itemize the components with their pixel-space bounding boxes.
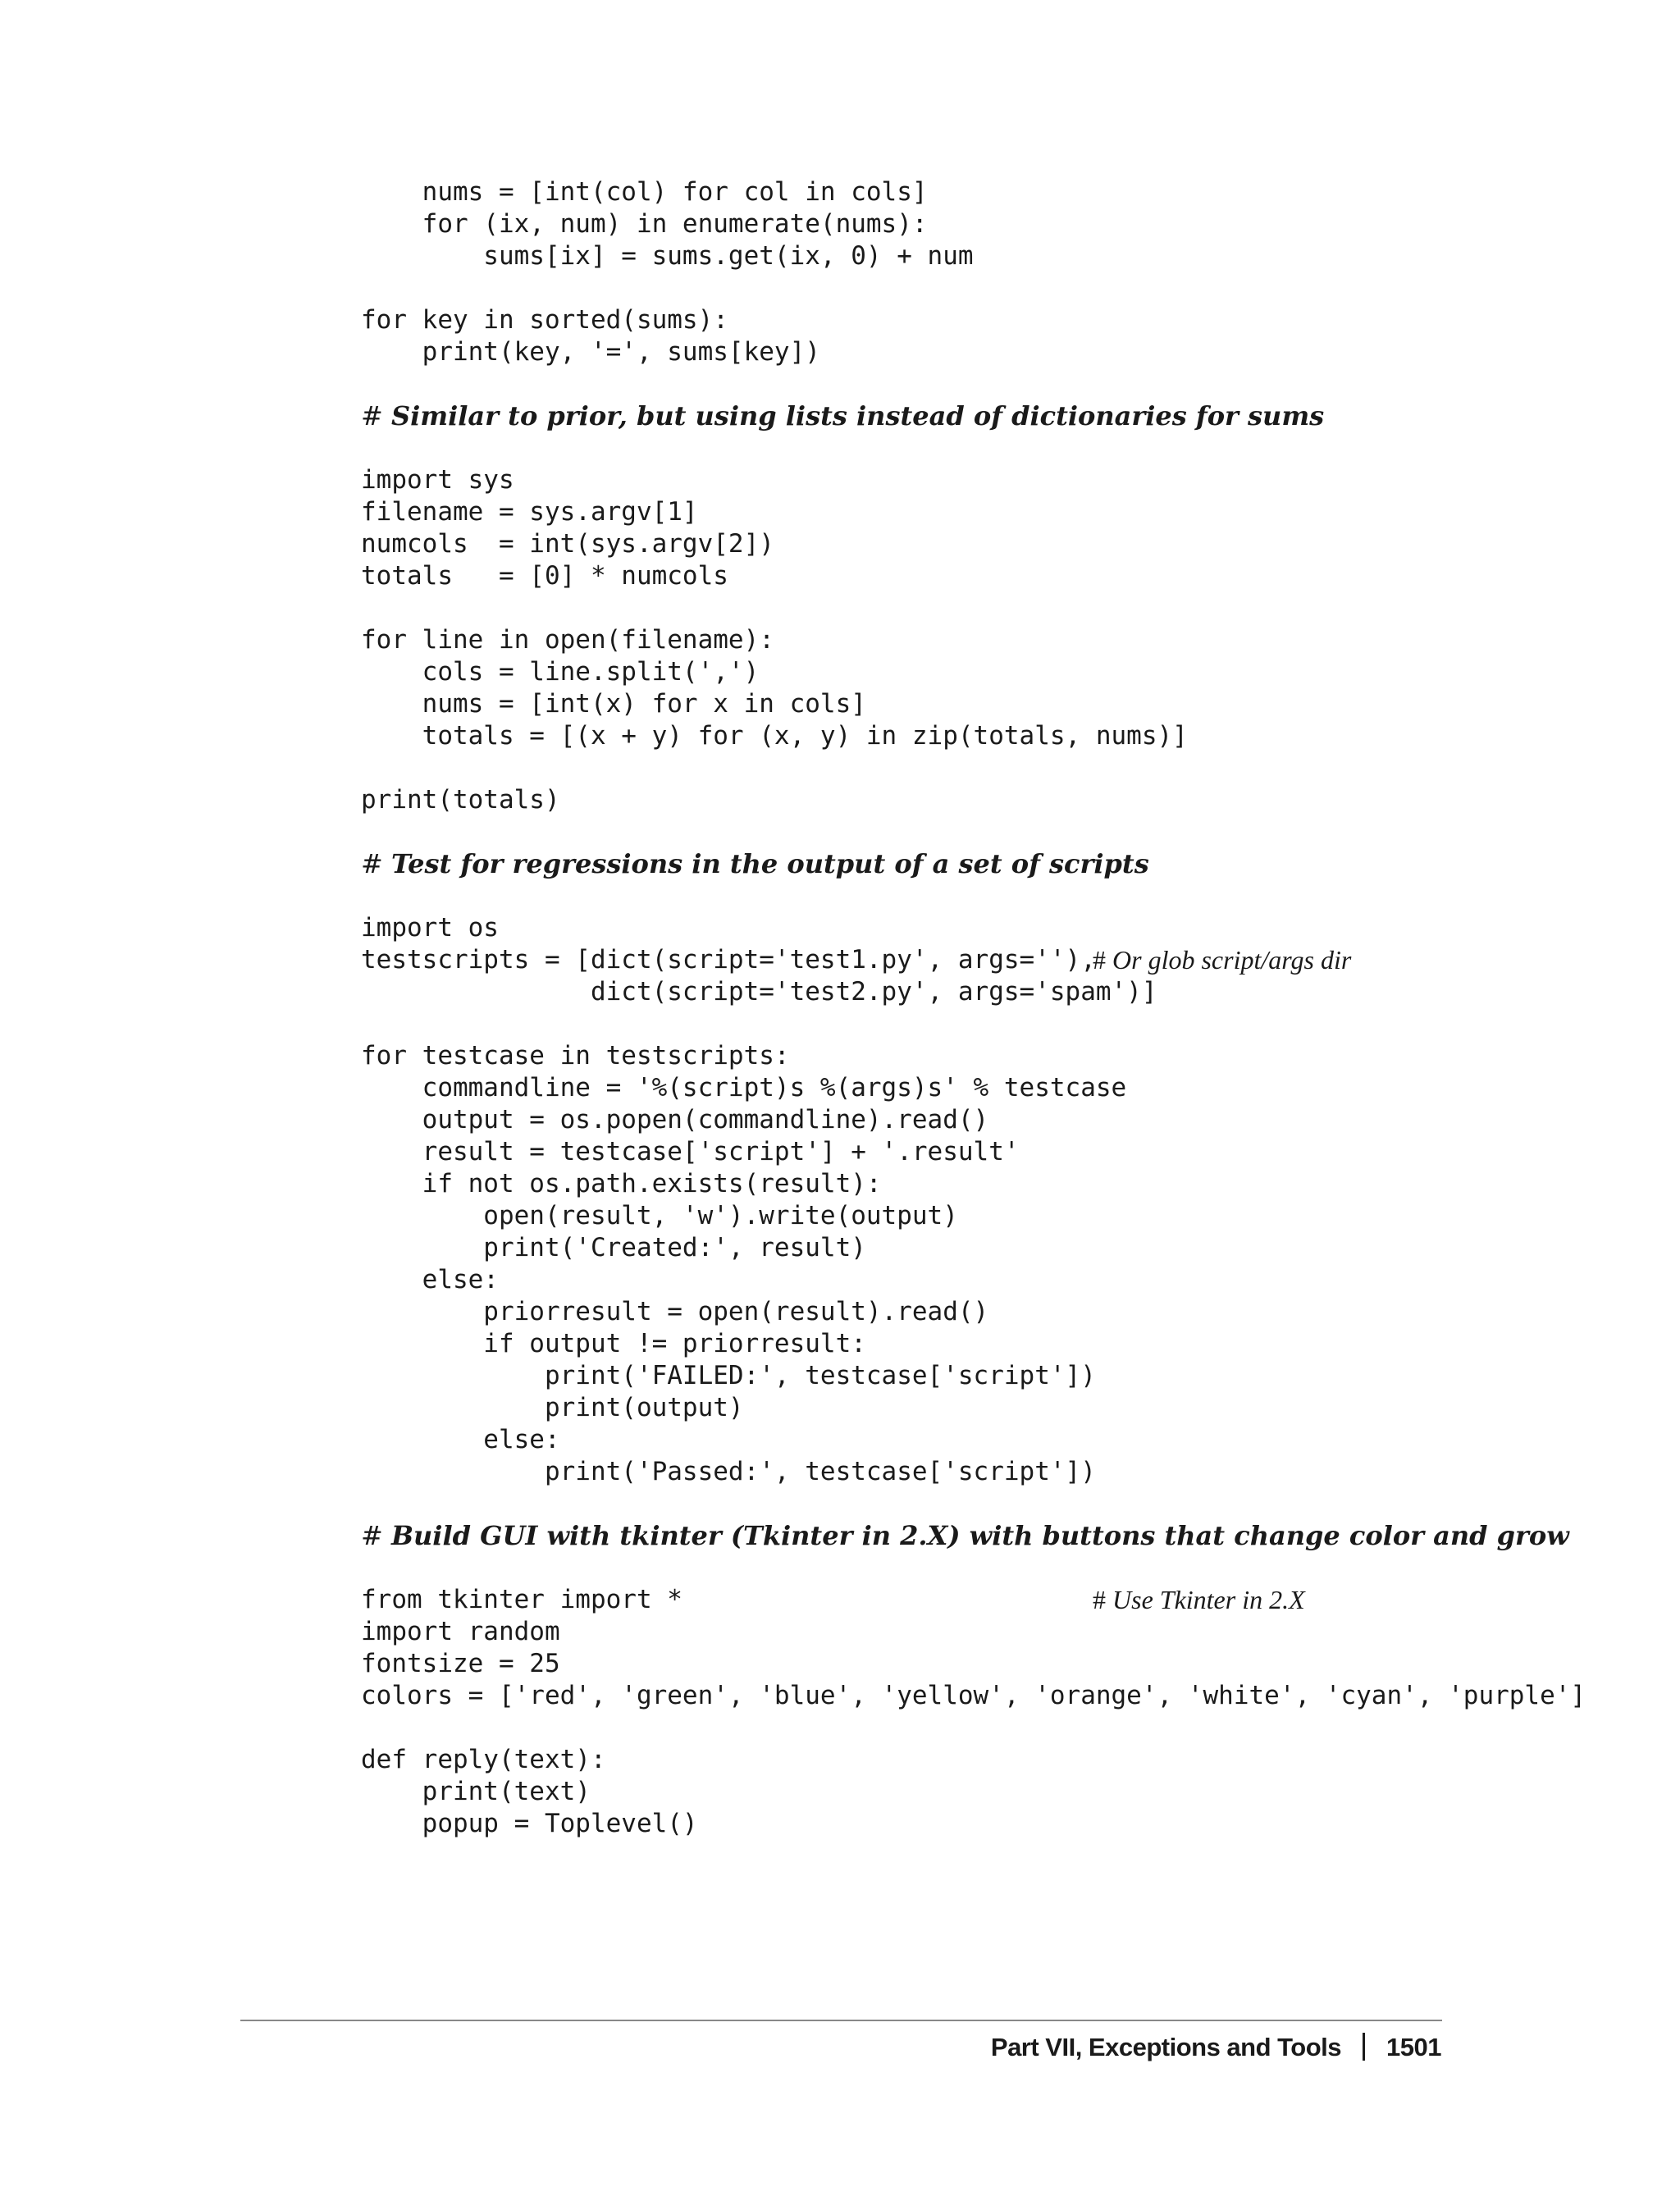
inline-comment bbox=[1093, 944, 1351, 976]
blank-line bbox=[361, 1552, 1444, 1584]
blank-line bbox=[361, 592, 1444, 624]
code-line-with-comment bbox=[361, 1584, 1444, 1616]
comment-hash: # bbox=[361, 400, 391, 431]
section-heading-text: Build GUI with tkinter (Tkinter in 2.X) with buttons that change color and grow bbox=[390, 1520, 1569, 1551]
code-line: import random bbox=[361, 1617, 560, 1646]
code-line: nums = [int(col) for col in cols] bbox=[361, 177, 928, 207]
code-line: else: bbox=[361, 1265, 499, 1294]
code-line: def reply(text): bbox=[361, 1745, 606, 1774]
code-line: for key in sorted(sums): bbox=[361, 305, 728, 335]
code-line: print(key, '=', sums[key]) bbox=[361, 337, 820, 367]
comment-hash: # bbox=[1093, 1585, 1112, 1614]
inline-comment-text: Use Tkinter in 2.X bbox=[1112, 1585, 1305, 1614]
code-block bbox=[361, 1552, 1586, 1840]
blank-line bbox=[361, 752, 1444, 784]
code-line: numcols = int(sys.argv[2]) bbox=[361, 529, 774, 559]
code-line: print(text) bbox=[361, 1777, 591, 1806]
section-spacer bbox=[361, 816, 1444, 848]
code-line: result = testcase['script'] + '.result' bbox=[361, 1137, 1020, 1166]
code-line: sums[ix] = sums.get(ix, 0) + num bbox=[361, 241, 974, 271]
comment-hash: # bbox=[361, 1520, 391, 1551]
code-line: for testcase in testscripts: bbox=[361, 1041, 790, 1071]
section-heading-text: Test for regressions in the output of a set of scripts bbox=[390, 848, 1149, 879]
code-text: testscripts = [dict(script='test1.py', args=''), bbox=[361, 945, 1096, 975]
section-heading-comment bbox=[361, 1520, 1569, 1552]
blank-line bbox=[361, 272, 1444, 304]
blank-line bbox=[361, 880, 1444, 912]
code-line: filename = sys.argv[1] bbox=[361, 497, 698, 527]
code-block bbox=[361, 176, 1444, 368]
code-line: else: bbox=[361, 1425, 560, 1454]
inline-comment-text: Or glob script/args dir bbox=[1112, 945, 1352, 975]
code-line: open(result, 'w').write(output) bbox=[361, 1201, 958, 1230]
section-heading-comment bbox=[361, 848, 1444, 880]
code-line: import os bbox=[361, 913, 499, 943]
section-heading-text: Similar to prior, but using lists instead of dictionaries for sums bbox=[390, 400, 1325, 431]
code-line: colors = ['red', 'green', 'blue', 'yellow', 'orange', 'white', 'cyan', 'purple'] bbox=[361, 1681, 1586, 1710]
code-line: totals = [0] * numcols bbox=[361, 561, 728, 591]
code-block bbox=[361, 880, 1444, 1488]
code-line: popup = Toplevel() bbox=[361, 1809, 698, 1838]
code-line: if output != priorresult: bbox=[361, 1329, 866, 1358]
code-line: nums = [int(x) for x in cols] bbox=[361, 689, 866, 719]
code-line: for line in open(filename): bbox=[361, 625, 774, 655]
code-block bbox=[361, 432, 1444, 816]
blank-line bbox=[361, 1712, 1444, 1744]
footer-rule bbox=[240, 2020, 1442, 2021]
code-line: if not os.path.exists(result): bbox=[361, 1169, 882, 1198]
code-line: totals = [(x + y) for (x, y) in zip(totals, nums)] bbox=[361, 721, 1188, 751]
section-spacer bbox=[361, 1488, 1444, 1520]
code-line: print(totals) bbox=[361, 785, 560, 815]
footer-section-title: Part VII, Exceptions and Tools bbox=[990, 2033, 1342, 2061]
code-line: print('Passed:', testcase['script']) bbox=[361, 1457, 1096, 1486]
page-footer bbox=[991, 2031, 1441, 2064]
code-line: dict(script='test2.py', args='spam')] bbox=[361, 977, 1157, 1007]
comment-hash: # bbox=[361, 848, 391, 879]
code-line: print('Created:', result) bbox=[361, 1233, 866, 1262]
code-line: print(output) bbox=[361, 1393, 744, 1422]
blank-line bbox=[361, 432, 1444, 464]
code-line: fontsize = 25 bbox=[361, 1649, 560, 1678]
code-line: priorresult = open(result).read() bbox=[361, 1297, 989, 1326]
code-text: from tkinter import * bbox=[361, 1585, 682, 1614]
inline-comment bbox=[1093, 1584, 1305, 1616]
code-line: output = os.popen(commandline).read() bbox=[361, 1105, 989, 1134]
code-line: cols = line.split(',') bbox=[361, 657, 760, 687]
footer-separator bbox=[1363, 2033, 1365, 2061]
code-line-with-comment bbox=[361, 944, 1444, 976]
section-spacer bbox=[361, 368, 1444, 400]
blank-line bbox=[361, 1008, 1444, 1040]
code-line: import sys bbox=[361, 465, 514, 495]
code-line: for (ix, num) in enumerate(nums): bbox=[361, 209, 928, 239]
section-heading-comment bbox=[361, 400, 1444, 432]
code-line: commandline = '%(script)s %(args)s' % testcase bbox=[361, 1073, 1127, 1102]
comment-hash: # bbox=[1093, 945, 1112, 975]
code-listing bbox=[361, 176, 1586, 1840]
code-line: print('FAILED:', testcase['script']) bbox=[361, 1361, 1096, 1390]
page-number: 1501 bbox=[1386, 2033, 1441, 2061]
